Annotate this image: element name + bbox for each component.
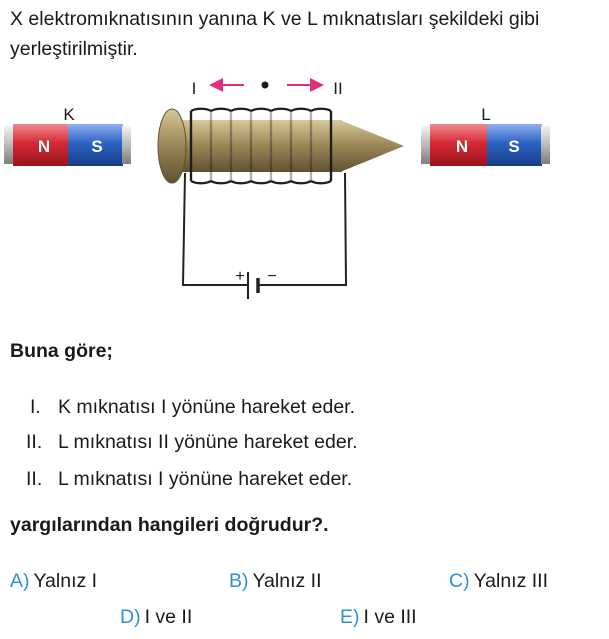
question-prompt: yargılarından hangileri doğrudur?. xyxy=(10,514,329,536)
statement-3-number: II. xyxy=(26,468,43,490)
magnet-l xyxy=(421,105,550,166)
battery-plus-label: + xyxy=(235,268,245,285)
magnet-k-south-label: S xyxy=(91,137,103,156)
circuit-wire xyxy=(183,173,346,285)
intro-text: X elektromıknatısının yanına K ve L mıknatısları şekildeki gibi yerleştirilmiştir. xyxy=(10,8,540,60)
magnet-l-north-label: N xyxy=(455,137,469,156)
nail-core xyxy=(158,109,404,183)
magnet-k xyxy=(4,105,131,166)
magnet-k-north-label: N xyxy=(37,137,51,156)
option-a-letter: A) xyxy=(10,570,30,592)
battery-minus-label: − xyxy=(267,268,277,285)
option-b[interactable] xyxy=(229,570,322,593)
option-b-letter: B) xyxy=(229,570,249,592)
magnet-k-label: K xyxy=(63,105,75,124)
statement-1-text: K mıknatısı I yönüne hareket eder. xyxy=(58,396,356,418)
direction-right-label: II xyxy=(333,79,343,98)
statement-3-text: L mıknatısı I yönüne hareket eder. xyxy=(58,468,353,490)
direction-indicator xyxy=(192,79,343,98)
question-lead: Buna göre; xyxy=(10,340,113,362)
option-c[interactable] xyxy=(449,570,548,593)
option-a[interactable] xyxy=(10,570,97,593)
option-c-text: Yalnız III xyxy=(473,570,548,592)
option-c-letter: C) xyxy=(449,570,470,592)
option-e[interactable] xyxy=(340,606,417,629)
electromagnet-figure xyxy=(0,75,609,320)
option-e-letter: E) xyxy=(340,606,360,628)
option-d-text: I ve II xyxy=(144,606,193,628)
option-d[interactable] xyxy=(120,606,192,629)
statement-2-number: II. xyxy=(26,431,43,453)
statement-2-text: L mıknatısı II yönüne hareket eder. xyxy=(58,431,358,453)
center-dot-icon xyxy=(262,82,269,89)
option-a-text: Yalnız I xyxy=(33,570,98,592)
magnet-l-south-label: S xyxy=(508,137,520,156)
battery-icon xyxy=(235,268,276,299)
option-b-text: Yalnız II xyxy=(252,570,322,592)
option-d-letter: D) xyxy=(120,606,141,628)
direction-left-label: I xyxy=(191,79,197,98)
option-e-text: I ve III xyxy=(363,606,417,628)
magnet-l-label: L xyxy=(481,105,491,124)
statement-1-number: I. xyxy=(30,396,41,418)
